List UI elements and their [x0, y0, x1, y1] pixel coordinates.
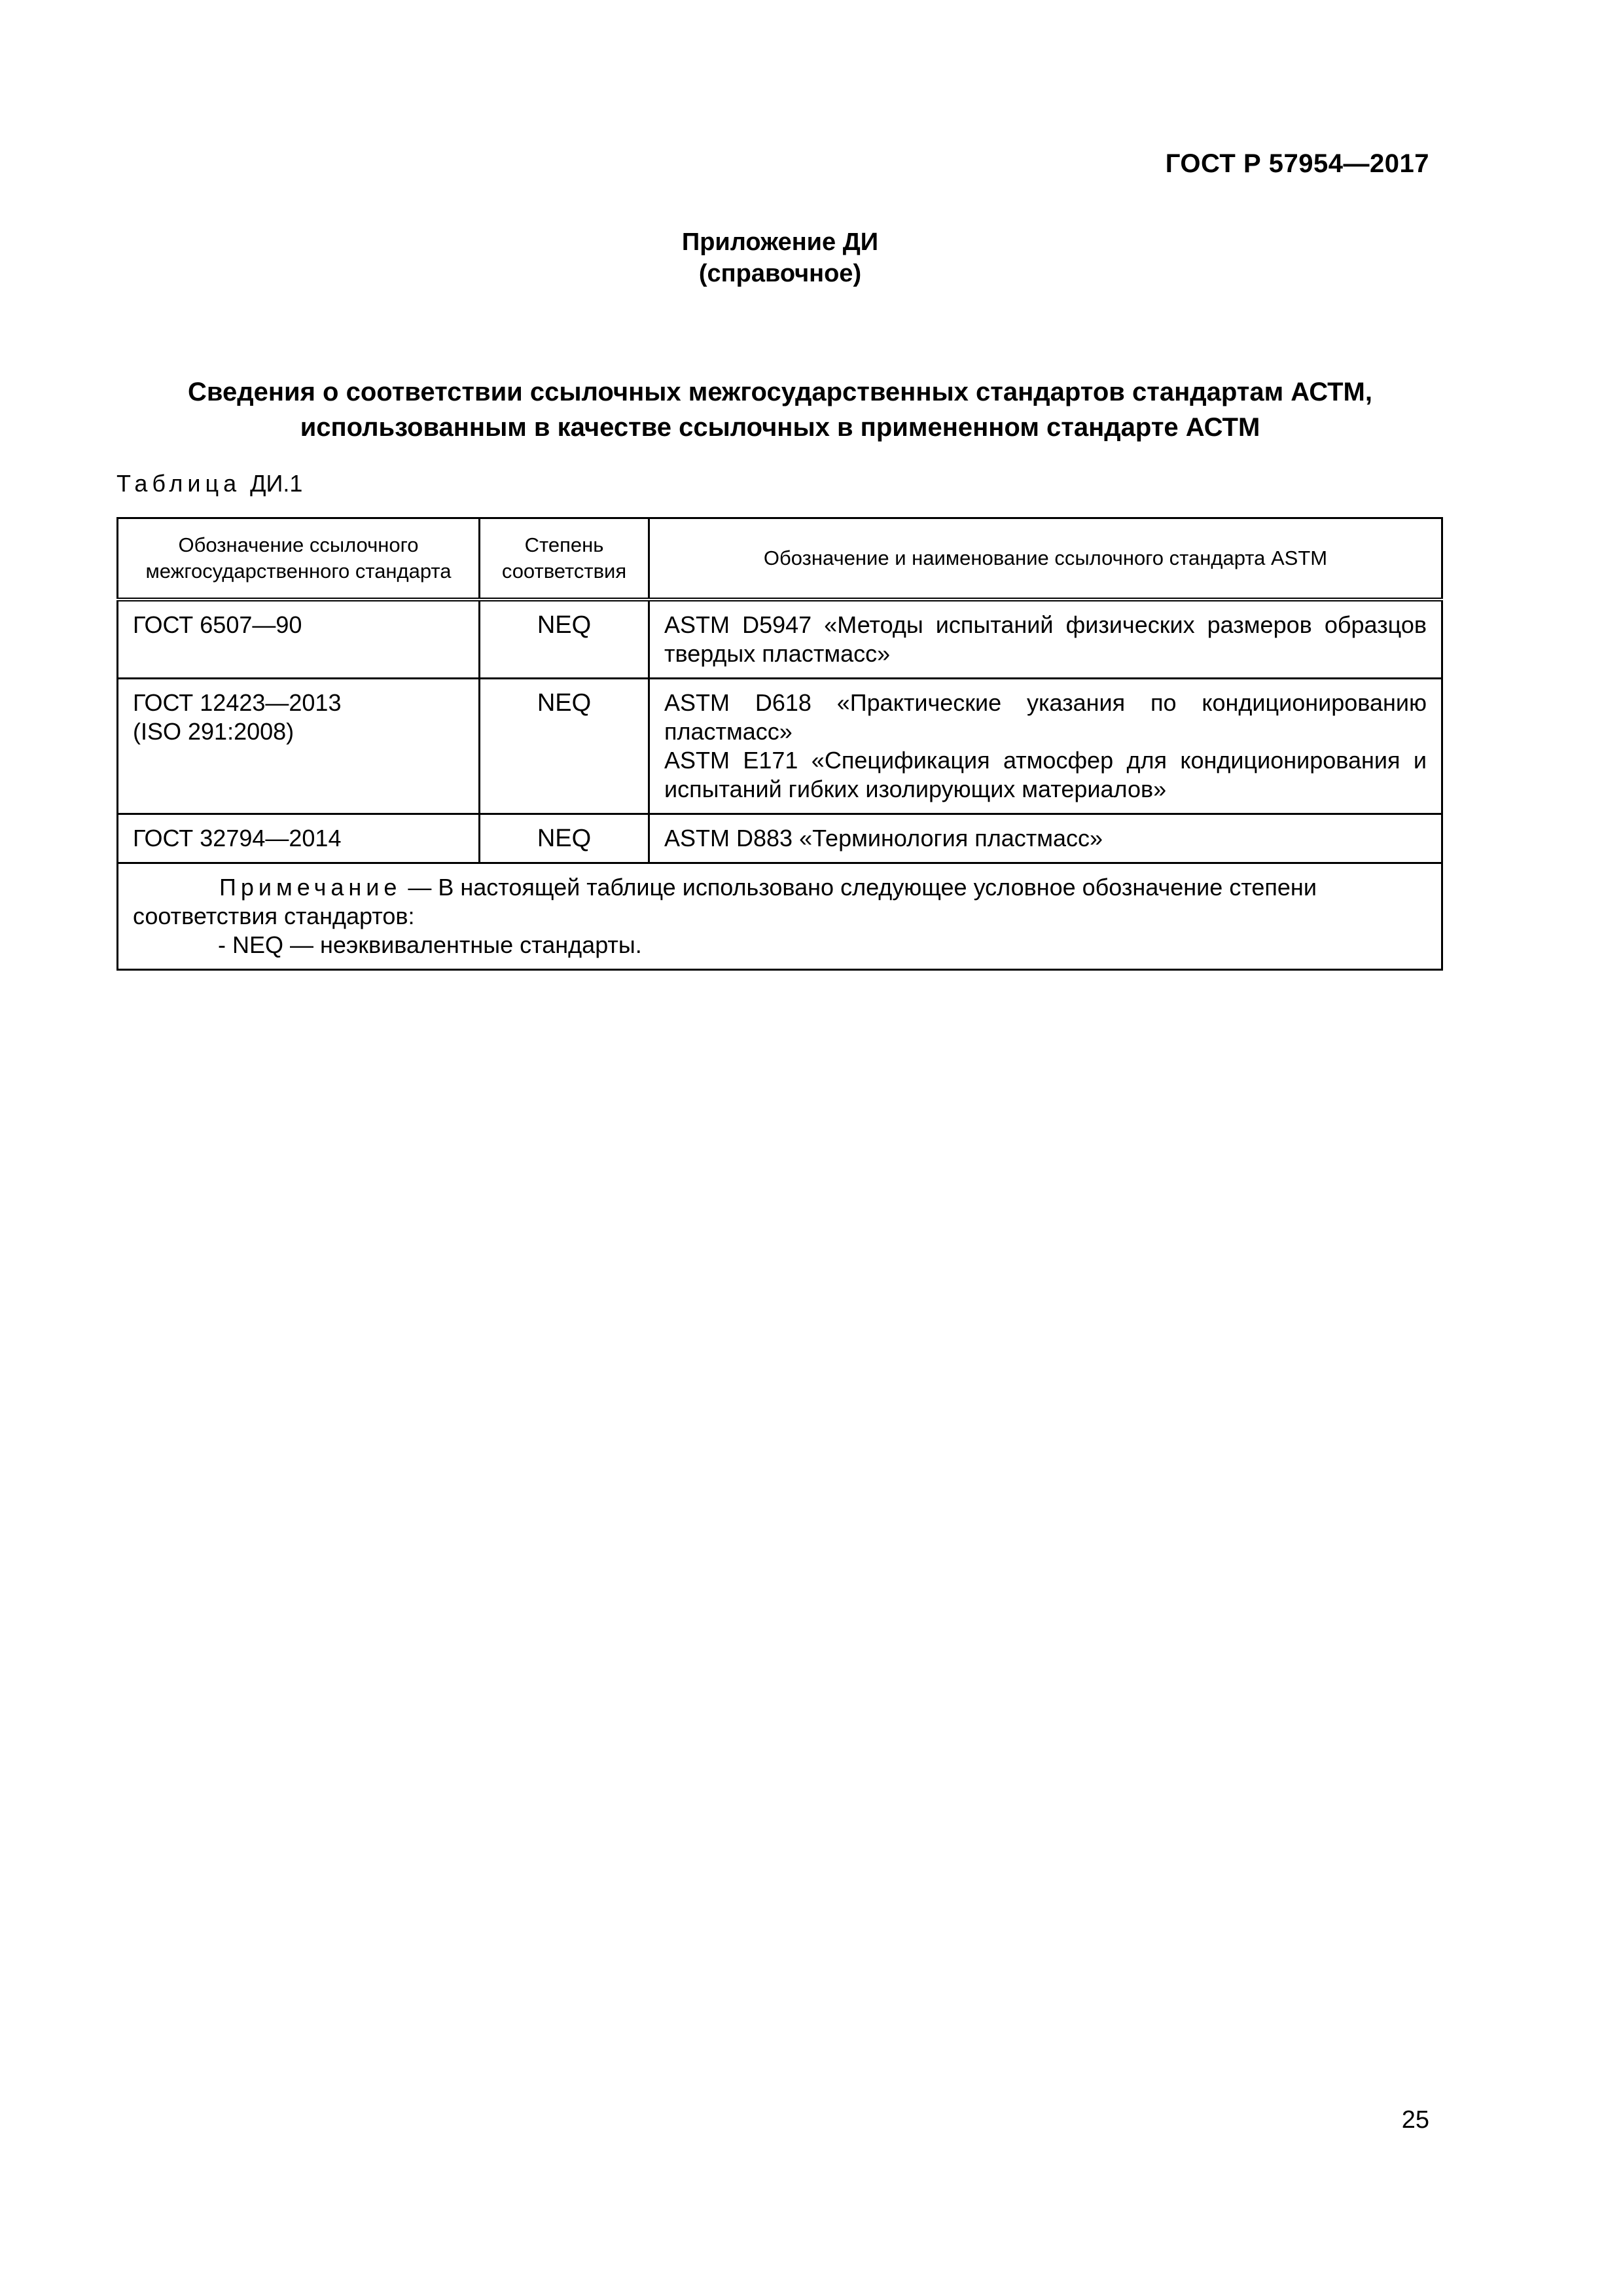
note-body: — В настоящей таблице использовано следующее условное обозначение степени соответствия стандартов:: [133, 874, 1317, 929]
appendix-heading: [0, 226, 1560, 289]
astm-cell: [649, 814, 1442, 863]
header-astm-standard: Обозначение и наименование ссылочного стандарта ASTM: [649, 518, 1442, 600]
header-interstate-standard: Обозначение ссылочного межгосударственного стандарта: [118, 518, 480, 600]
table-label-word: Таблица: [116, 470, 241, 497]
astm-reference: ASTM E171 «Спецификация атмосфер для кондиционирования и испытаний гибких изолирующих материалов»: [664, 747, 1427, 802]
gost-cell: [118, 814, 480, 863]
gost-designation: ГОСТ 12423—2013: [133, 689, 342, 716]
page-number: 25: [1401, 2106, 1429, 2134]
note-head: Примечание: [219, 874, 402, 901]
table-row: [118, 600, 1442, 679]
table-note: [118, 863, 1442, 970]
table-label: [116, 470, 302, 497]
astm-reference: ASTM D618 «Практические указания по кондиционированию пластмасс»: [664, 689, 1427, 745]
gost-designation: ГОСТ 6507—90: [133, 611, 302, 638]
gost-iso-equivalent: (ISO 291:2008): [133, 718, 294, 745]
gost-cell: [118, 679, 480, 814]
table-header-row: [118, 518, 1442, 600]
degree-cell: NEQ: [480, 679, 649, 814]
gost-cell: [118, 600, 480, 679]
section-title-line-1: Сведения о соответствии ссылочных межгосударственных стандартов стандартам АСТМ,: [188, 378, 1372, 406]
astm-cell: [649, 600, 1442, 679]
gost-designation: ГОСТ 32794—2014: [133, 825, 342, 852]
header-correspondence-degree: Степень соответствия: [480, 518, 649, 600]
note-item: - NEQ — неэквивалентные стандарты.: [218, 931, 642, 958]
section-title: [118, 374, 1442, 445]
degree-cell: NEQ: [480, 600, 649, 679]
standards-correspondence-table: [116, 517, 1443, 971]
document-code: ГОСТ Р 57954—2017: [1165, 149, 1429, 178]
appendix-name: Приложение ДИ: [681, 228, 879, 256]
astm-reference: ASTM D5947 «Методы испытаний физических размеров образцов твердых пластмасс»: [664, 611, 1427, 667]
table-row: [118, 679, 1442, 814]
degree-cell: NEQ: [480, 814, 649, 863]
note-text: [133, 873, 1427, 931]
astm-cell: [649, 679, 1442, 814]
table-note-row: [118, 863, 1442, 970]
appendix-type: (справочное): [698, 260, 862, 287]
table-row: [118, 814, 1442, 863]
astm-reference: ASTM D883 «Терминология пластмасс»: [664, 825, 1103, 852]
table-label-number: ДИ.1: [250, 470, 303, 497]
section-title-line-2: использованным в качестве ссылочных в примененном стандарте АСТМ: [300, 413, 1260, 442]
